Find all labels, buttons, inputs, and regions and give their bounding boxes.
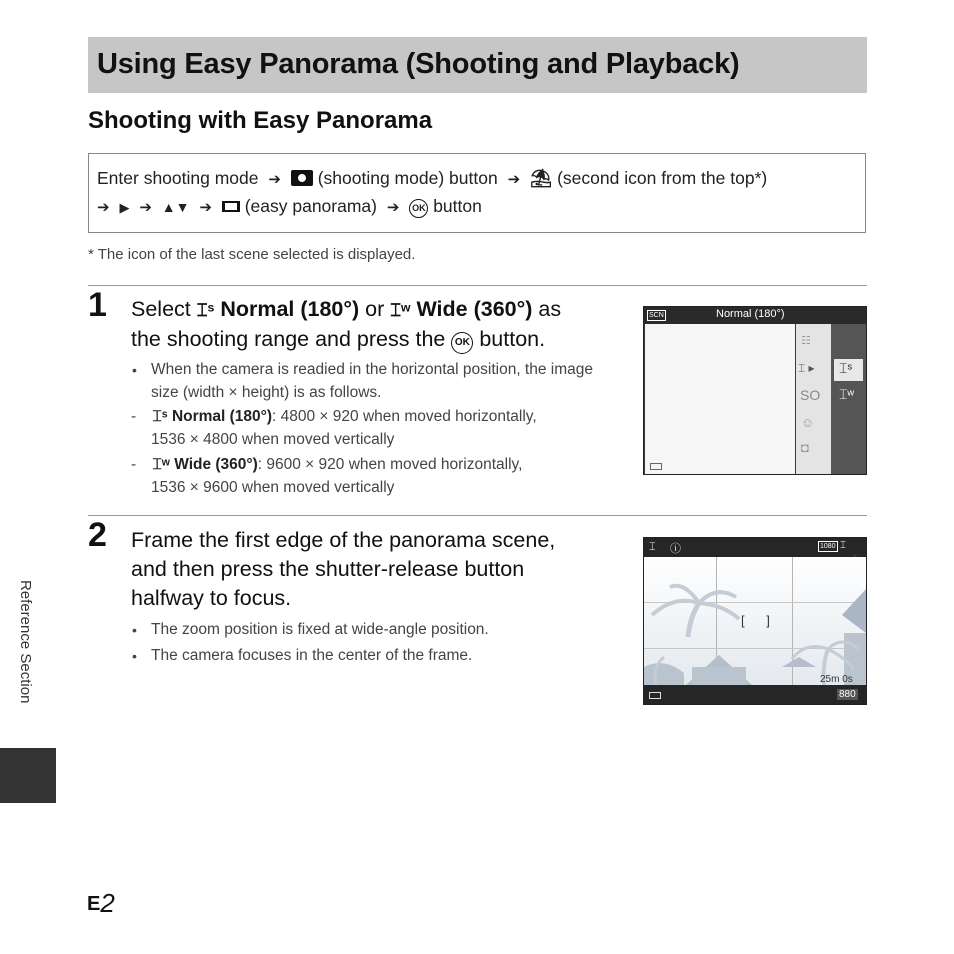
normal-panorama-icon: ⌶ˢ [196, 300, 215, 320]
path-text-easy-panorama: (easy panorama) [244, 196, 377, 216]
step-2-bullet-1-text: The zoom position is fixed at wide-angle position. [151, 621, 489, 638]
easy-panorama-status-icon: ⌶ [649, 541, 656, 553]
path-text-shooting-button: (shooting mode) button [317, 168, 498, 188]
preview-area [645, 324, 795, 474]
step-2-heading-line-1: Frame the first edge of the panorama scene, [131, 528, 556, 552]
right-triangle-icon: ▶ [119, 200, 130, 215]
step-2-bullet-2-text: The camera focuses in the center of the frame. [151, 647, 473, 664]
divider [88, 285, 867, 286]
step-1-button-text: button. [479, 327, 546, 351]
step-2-bullet-2 [132, 645, 473, 668]
arrow-icon: ➔ [507, 171, 521, 188]
battery-icon [650, 463, 662, 470]
easy-panorama-icon [222, 201, 240, 212]
panorama-status-icon: ⌶ [840, 540, 846, 551]
path-text-shooting-mode: Enter shooting mode [97, 168, 259, 188]
screen-bottom-bar [644, 685, 866, 704]
scene-icon: ⛱ [530, 168, 553, 188]
step-1-wide-size [131, 454, 522, 477]
step-2-bullet-1 [132, 619, 489, 642]
up-down-icon: ▲▼ [161, 199, 190, 215]
step-1-as-text: as [538, 297, 562, 321]
smile-menu-icon: ☺ [801, 415, 815, 430]
ok-button-icon: OK [409, 199, 428, 218]
movie-quality-badge: 1080 [820, 543, 836, 550]
wide-panorama-option-icon[interactable]: ⌶ʷ [839, 386, 855, 402]
ok-button-icon: OK [451, 332, 473, 354]
battery-icon [649, 692, 661, 699]
menu-path-line-2 [97, 196, 482, 218]
step-1-or-text: or [365, 297, 385, 321]
step-1-bullet [132, 359, 611, 404]
wide-panorama-icon: ⌶ʷ [390, 300, 411, 320]
step-1-bullet-text: When the camera is readied in the horizontal position, the image size (width × height) is as follows. [151, 361, 593, 401]
scene-auto-icon: ☷ [801, 335, 811, 347]
wide-panorama-icon: ⌶ʷ [152, 456, 170, 473]
page-number-value: 2 [100, 888, 115, 918]
page-title-bar [88, 37, 867, 93]
arrow-icon: ➔ [386, 199, 400, 216]
camera-menu-screenshot [643, 306, 867, 475]
reference-section-icon: E [87, 893, 101, 915]
step-1-heading-line-1 [131, 295, 561, 325]
arrow-icon: ➔ [97, 199, 110, 216]
page-number [87, 888, 115, 919]
step-2-number: 2 [88, 516, 107, 554]
wide-size-label: Wide (360°) [174, 456, 258, 473]
normal-panorama-option-icon[interactable]: ⌶ˢ [839, 360, 853, 376]
remaining-movie-time: 25m 0s [820, 674, 853, 685]
focus-area-brackets: [ ] [741, 613, 779, 628]
wide-size-text: : 9600 × 920 when moved horizontally, [257, 456, 523, 473]
menu-path-box [88, 153, 866, 233]
camera-liveview-screenshot [643, 537, 867, 705]
normal-size-line-2: 1536 × 4800 when moved vertically [151, 431, 395, 448]
dash-icon: - [131, 408, 137, 425]
wide-size-line-2: 1536 × 9600 when moved vertically [151, 479, 395, 496]
step-2-heading-line-3: halfway to focus. [131, 586, 292, 610]
page-title: Using Easy Panorama (Shooting and Playback) [97, 48, 740, 80]
arrow-icon: ➔ [268, 171, 281, 188]
step-1-normal-size [131, 406, 537, 429]
smart-portrait-menu-icon: SO [800, 387, 821, 403]
step-1-normal-label: Normal (180°) [220, 297, 360, 321]
divider [88, 515, 867, 516]
path-text-second-icon: (second icon from the top*) [557, 168, 768, 188]
arrow-icon: ➔ [139, 199, 152, 216]
footnote: * The icon of the last scene selected is displayed. [88, 246, 416, 263]
step-2-heading-line-2: and then press the shutter-release button [131, 557, 525, 581]
side-tab-marker [0, 748, 56, 803]
step-1-heading-line-2 [131, 325, 545, 354]
normal-size-label: Normal (180°) [171, 408, 273, 425]
camera-icon [291, 170, 313, 186]
normal-panorama-icon: ⌶ˢ [152, 408, 168, 425]
exposures-remaining: 880 [839, 689, 856, 700]
side-section-label: Reference Section [17, 580, 34, 704]
arrow-icon: ➔ [199, 199, 212, 216]
dash-icon: - [131, 456, 137, 473]
normal-size-text: : 4800 × 920 when moved horizontally, [272, 408, 537, 425]
scene-mode-badge: SCN [649, 312, 664, 319]
easy-panorama-menu-icon: ⌶ ▸ [798, 361, 815, 375]
step-1-shooting-range-text: the shooting range and press the [131, 327, 446, 351]
flash-icon: ⓘ [670, 543, 681, 555]
step-1-select-text: Select [131, 297, 191, 321]
step-1-number: 1 [88, 286, 107, 324]
step-1-wide-label: Wide (360°) [416, 297, 533, 321]
bullet-icon: • [132, 362, 137, 378]
screen-mode-label: Normal (180°) [716, 308, 785, 320]
section-title: Shooting with Easy Panorama [88, 107, 433, 134]
menu-path-line-1 [97, 168, 767, 189]
bullet-icon: • [132, 648, 137, 664]
bullet-icon: • [132, 622, 137, 638]
path-text-button: button [433, 196, 482, 216]
auto-mode-menu-icon: ◘ [801, 440, 809, 455]
